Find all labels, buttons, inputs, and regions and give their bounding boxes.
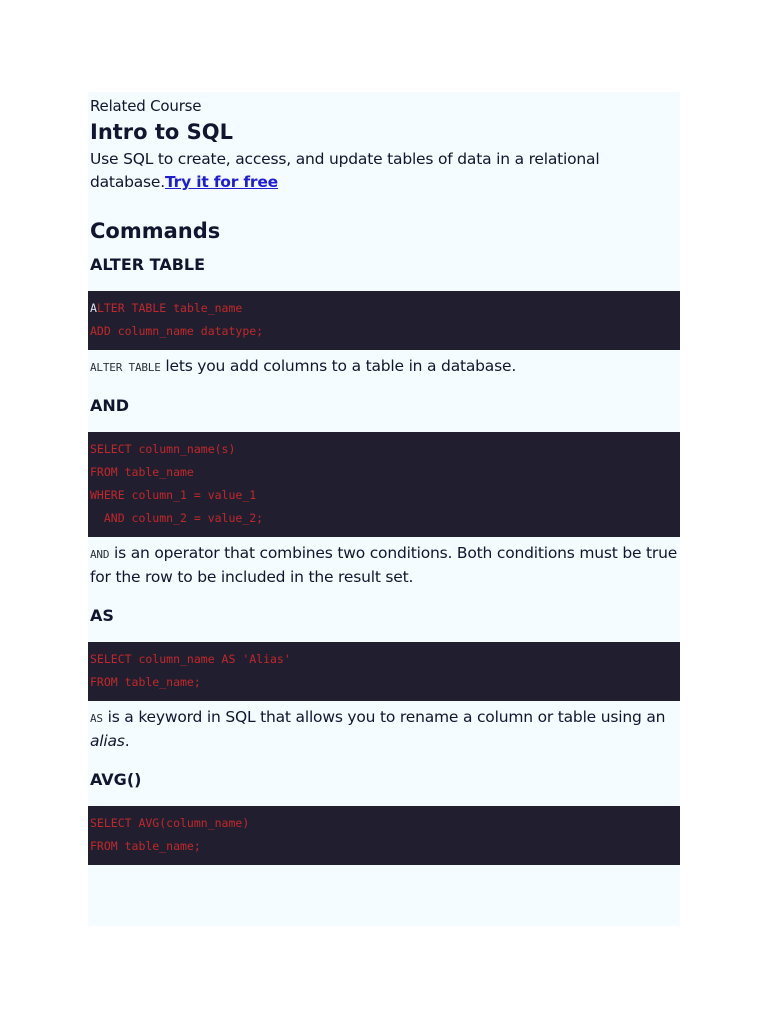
description-text: is an operator that combines two conditions. Both conditions must be true for the row to be included in the result set. [90,544,678,586]
description-text: lets you add columns to a table in a database. [160,357,517,375]
code-line: LTER TABLE table_name [96,301,243,315]
code-line: AND column_2 = value_2; [90,511,264,525]
related-course-label: Related Course [90,97,202,115]
course-description-text: Use SQL to create, access, and update tables of data in a relational database. [90,150,600,191]
course-title: Intro to SQL [90,120,234,144]
inline-code: ALTER TABLE [90,361,161,374]
inline-code: AS [90,712,103,725]
code-block-as [88,642,680,701]
code-block-avg [88,806,680,865]
inline-code: AND [90,548,110,561]
code-line: FROM table_name [90,465,194,479]
alias-term: alias [90,732,125,750]
code-line: FROM table_name; [90,675,201,689]
code-block-alter-table [88,291,680,350]
section-title-commands: Commands [90,219,221,243]
code-first-char: A [90,301,97,315]
command-description-as [90,706,678,753]
description-text: is a keyword in SQL that allows you to rename a column or table using an [102,708,666,726]
code-line: FROM table_name; [90,839,201,853]
code-line: SELECT AVG(column_name) [90,816,250,830]
command-title-and: AND [90,396,130,415]
command-description-alter-table [90,355,678,379]
article-page [88,92,680,926]
command-title-avg: AVG() [90,770,142,789]
course-description [90,148,678,194]
try-it-free-link[interactable]: Try it for free [165,173,278,191]
code-line: WHERE column_1 = value_1 [90,488,257,502]
code-line: ADD column_name datatype; [90,324,264,338]
code-line: SELECT column_name AS 'Alias' [90,652,291,666]
command-title-alter-table: ALTER TABLE [90,255,206,274]
command-description-and [90,542,678,589]
code-line: SELECT column_name(s) [90,442,236,456]
description-end: . [124,732,130,750]
command-title-as: AS [90,606,114,625]
code-block-and [88,432,680,537]
